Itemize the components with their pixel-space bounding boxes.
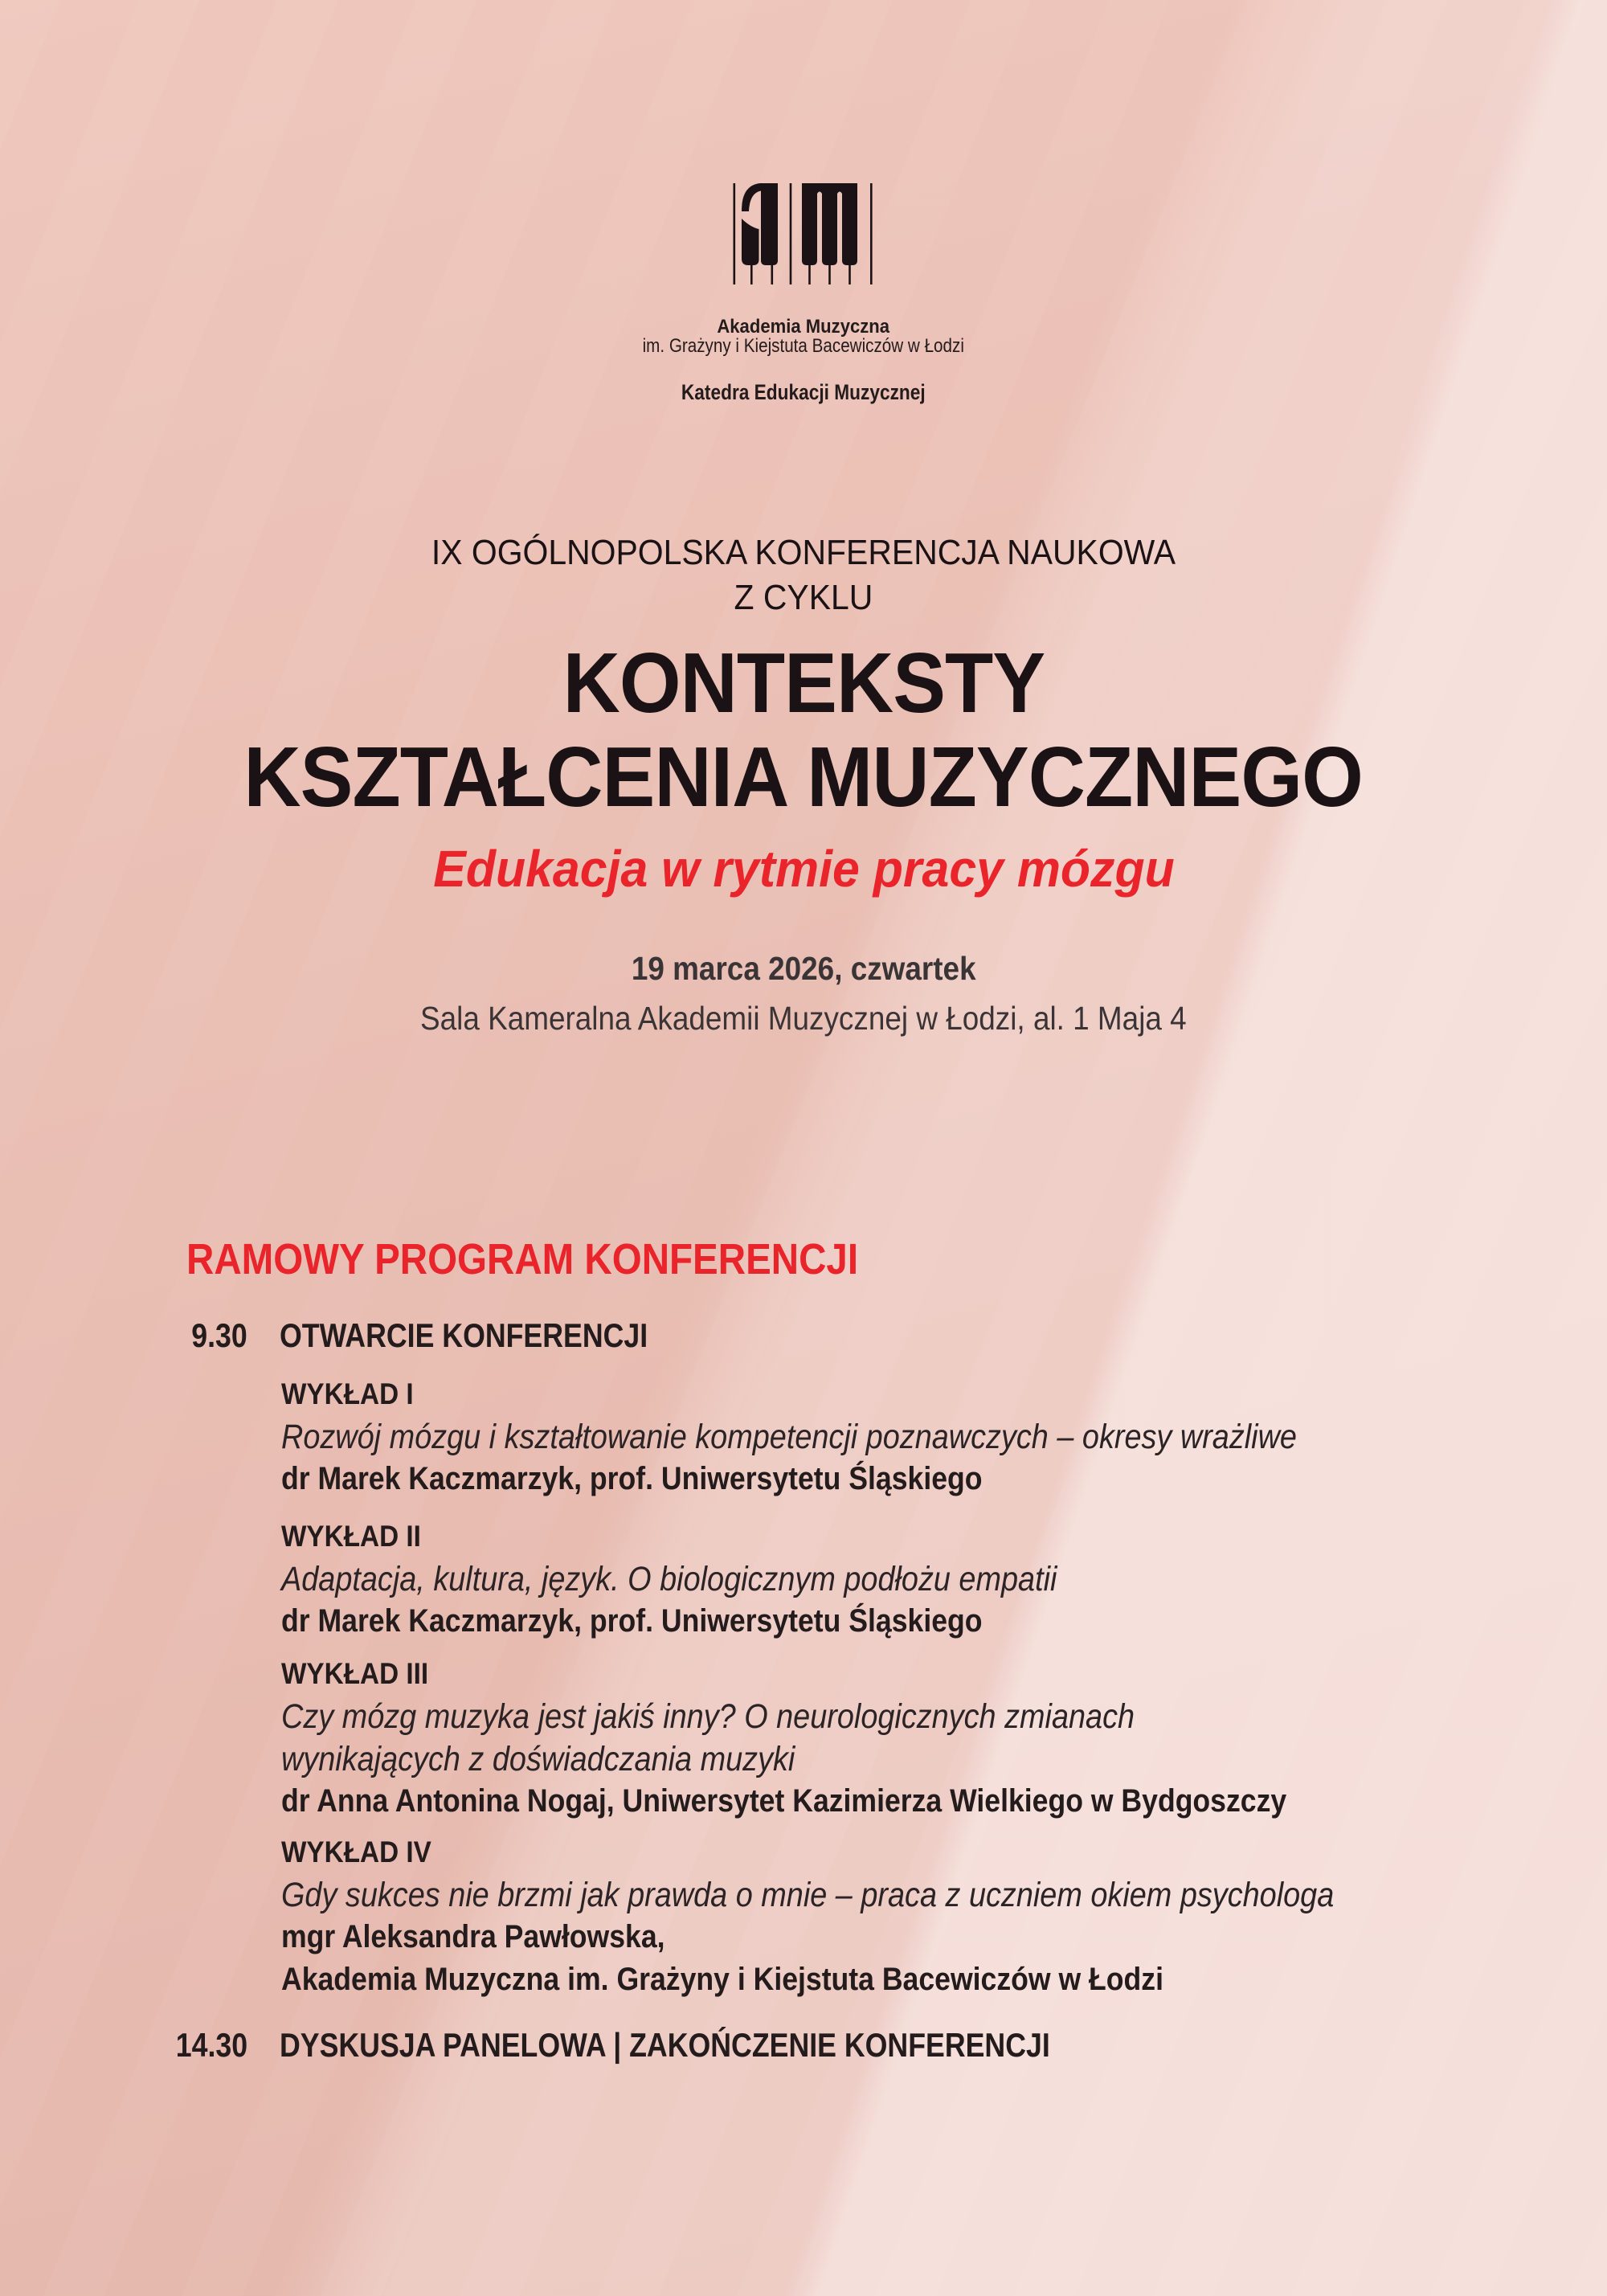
lecture-2-label: WYKŁAD II — [281, 1520, 421, 1553]
closing-label: DYSKUSJA PANELOWA | ZAKOŃCZENIE KONFERENCJI — [280, 2026, 1050, 2064]
conference-series — [0, 530, 1607, 620]
lecture-3-title-line-2: wynikających z doświadczania muzyki — [281, 1740, 795, 1778]
title-line-1: KONTEKSTY — [562, 636, 1045, 731]
academy-logo — [733, 183, 874, 284]
lecture-4-speaker-line-2: Akademia Muzyczna im. Grażyny i Kiejstuta Bacewiczów w Łodzi — [281, 1962, 1163, 1997]
opening-label: OTWARCIE KONFERENCJI — [280, 1316, 648, 1354]
lecture-1-title: Rozwój mózgu i kształtowanie kompetencji poznawczych – okresy wrażliwe — [281, 1418, 1297, 1456]
lecture-2-speaker: dr Marek Kaczmarzyk, prof. Uniwersytetu Śląskiego — [281, 1603, 983, 1639]
org-name-text: Akademia Muzyczna — [717, 316, 890, 338]
lecture-4-title: Gdy sukces nie brzmi jak prawda o mnie – praca z uczniem okiem psychologa — [281, 1876, 1335, 1914]
department-name — [0, 380, 1607, 405]
opening-time: 9.30 — [191, 1316, 247, 1354]
piano-keys-am-icon — [733, 183, 874, 284]
org-subtitle — [0, 335, 1607, 358]
lecture-4-speaker-line-1: mgr Aleksandra Pawłowska, — [281, 1919, 665, 1954]
page-title — [0, 636, 1607, 825]
conference-subtitle: Edukacja w rytmie pracy mózgu — [432, 840, 1175, 898]
department-text: Katedra Edukacji Muzycznej — [681, 380, 926, 404]
conference-date: 19 marca 2026, czwartek — [631, 950, 976, 987]
series-line-2: Z CYKLU — [734, 578, 873, 617]
lecture-3-label: WYKŁAD III — [281, 1657, 429, 1690]
series-line-1: IX OGÓLNOPOLSKA KONFERENCJA NAUKOWA — [431, 533, 1176, 572]
lecture-3-speaker: dr Anna Antonina Nogaj, Uniwersytet Kazimierza Wielkiego w Bydgoszczy — [281, 1783, 1287, 1819]
conference-venue: Sala Kameralna Akademii Muzycznej w Łodzi, al. 1 Maja 4 — [420, 1000, 1187, 1037]
lecture-1-label: WYKŁAD I — [281, 1377, 414, 1410]
lecture-3-title-line-1: Czy mózg muzyka jest jakiś inny? O neurologicznych zmianach — [281, 1697, 1135, 1736]
org-subtitle-text: im. Grażyny i Kiejstuta Bacewiczów w Łodzi — [642, 335, 965, 357]
lecture-2-title: Adaptacja, kultura, język. O biologicznym podłożu empatii — [281, 1560, 1057, 1598]
closing-time: 14.30 — [175, 2026, 247, 2064]
lecture-1-speaker: dr Marek Kaczmarzyk, prof. Uniwersytetu Śląskiego — [281, 1461, 983, 1496]
program-heading: RAMOWY PROGRAM KONFERENCJI — [186, 1235, 859, 1283]
title-line-2: KSZTAŁCENIA MUZYCZNEGO — [243, 730, 1364, 825]
lecture-4-label: WYKŁAD IV — [281, 1836, 431, 1868]
